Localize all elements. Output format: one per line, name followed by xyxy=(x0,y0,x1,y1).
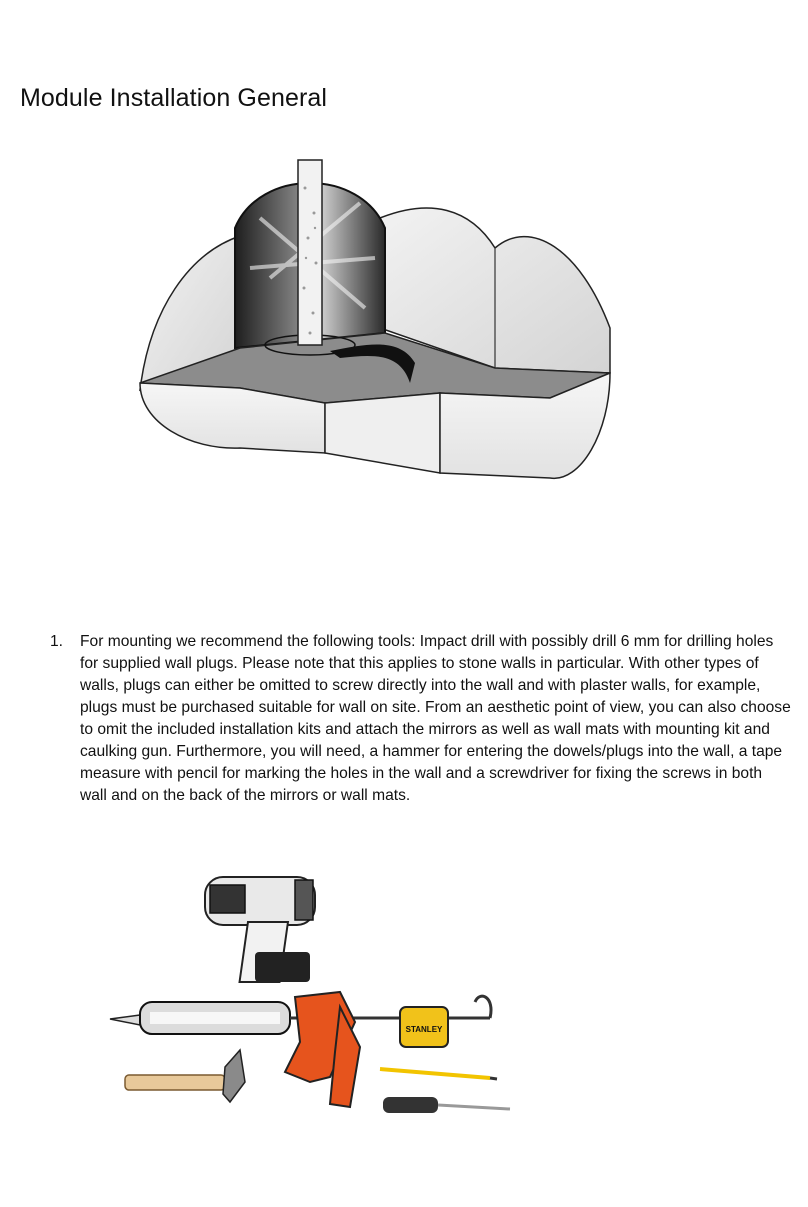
impact-drill-icon xyxy=(205,877,315,982)
tools-illustration xyxy=(105,872,525,1122)
screwdriver-icon xyxy=(383,1097,510,1113)
step-number: 1. xyxy=(50,633,64,650)
step-text: For mounting we recommend the following tools: Impact drill with possibly drill 6 mm for drilling holes for supplied wall plugs. Please note that this applies to stone walls in particular. With other types of walls, plugs can either be omitted to screw directly into the wall and with plaster walls, for example, plugs must be purchased suitable for wall on site. From an aesthetic point of view, you can also choose to omit the included installation kits and attach the mirrors as well as wall mats with mounting kit and caulking gun. Furthermore, you will need, a hammer for entering the dowels/plugs into the wall, a tape measure with pencil for marking the holes in the wall and a screwdriver for fixing the screws in both wall and on the back of the mirrors or wall mats. xyxy=(80,633,791,804)
list-item xyxy=(48,631,793,807)
tape-measure-icon xyxy=(400,1007,448,1047)
module-illustration xyxy=(130,158,630,488)
hammer-icon xyxy=(125,1050,245,1102)
page-title: Module Installation General xyxy=(20,84,328,112)
pencil-icon xyxy=(380,1069,497,1079)
tape-label: STANLEY xyxy=(405,1025,443,1034)
instruction-list xyxy=(48,631,793,807)
